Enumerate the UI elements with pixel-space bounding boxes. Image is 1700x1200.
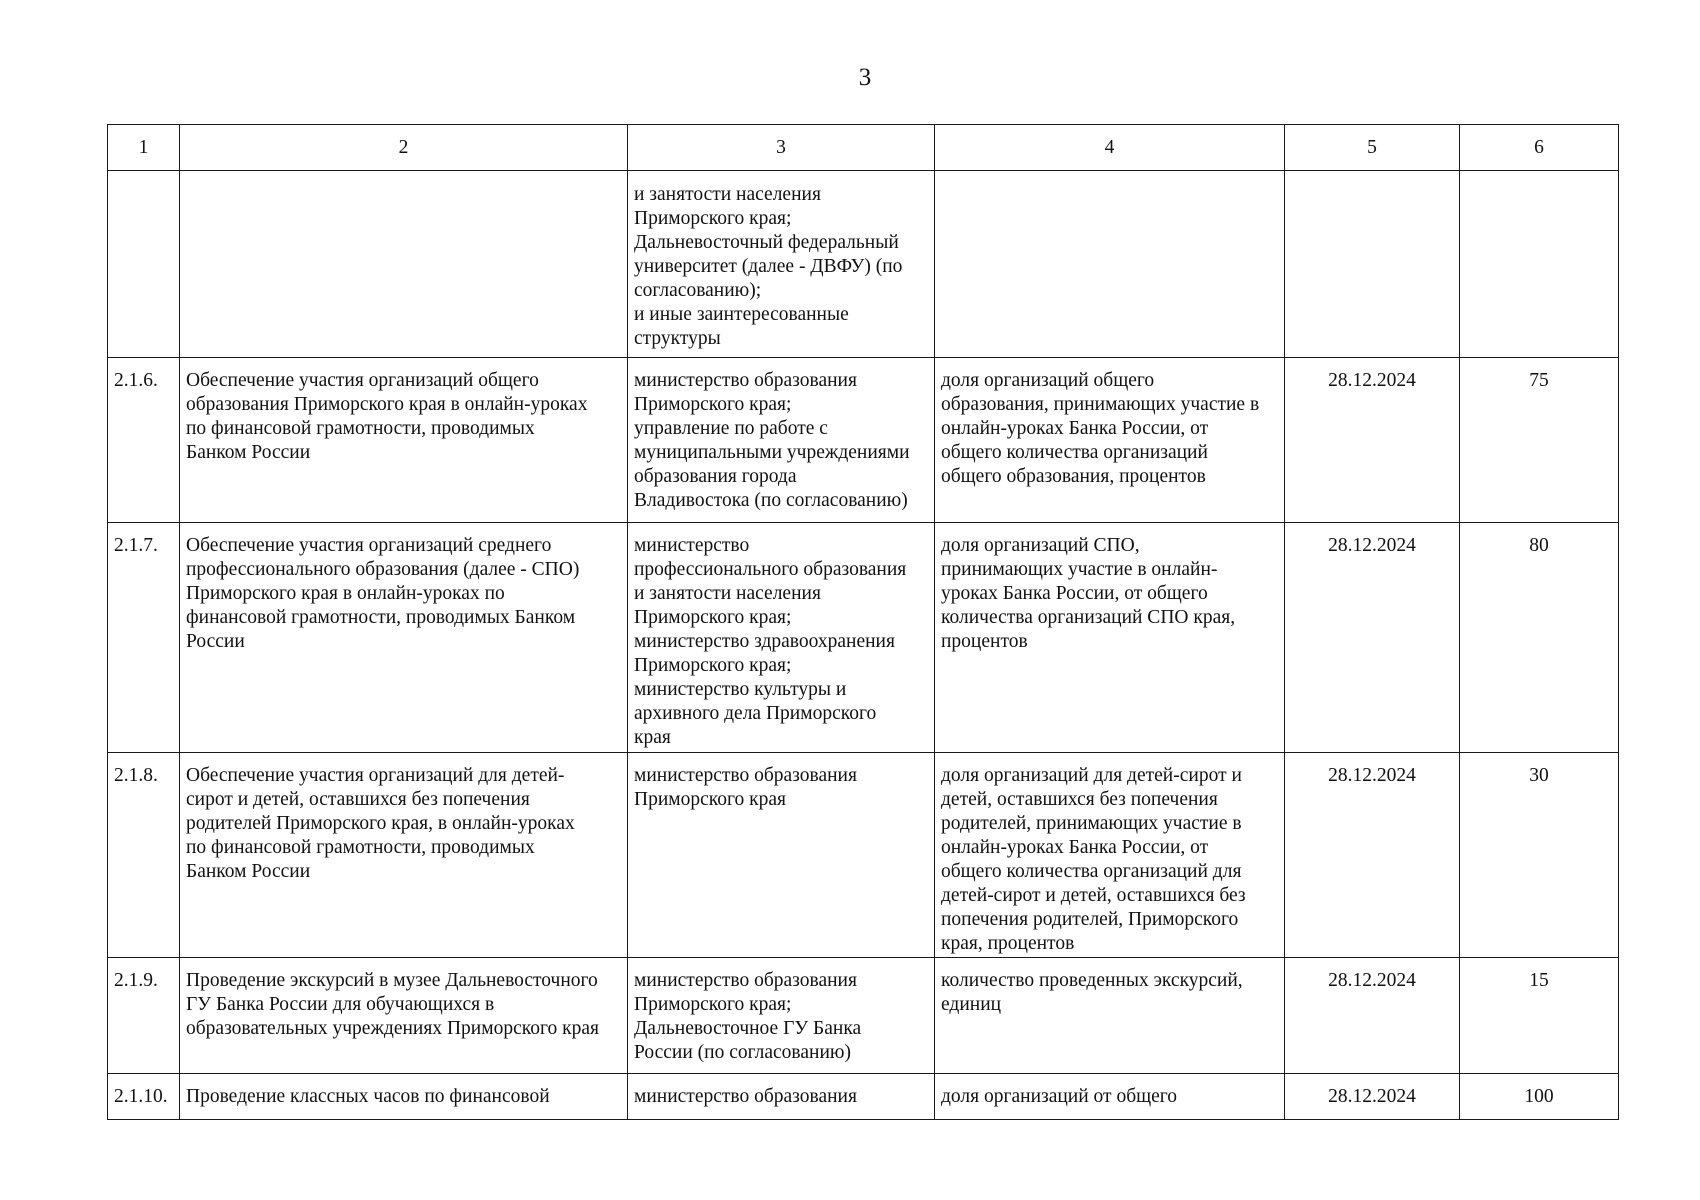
- deadline-cell: 28.12.2024: [1285, 523, 1460, 753]
- executors-cell: министерство профессионального образования и занятости населения Приморского края; министерство здравоохранения Приморского края; министерство культуры и архивного дела Приморского края: [628, 523, 935, 753]
- executors-cell: и занятости населения Приморского края; Дальневосточный федеральный университет (далее - ДВФУ) (по согласованию); и иные заинтересованные структуры: [628, 171, 935, 358]
- executors-cell: министерство образования: [628, 1074, 935, 1120]
- indicator-cell: количество проведенных экскурсий, единиц: [935, 958, 1285, 1074]
- item-number-cell: 2.1.6.: [108, 358, 180, 523]
- indicator-cell: доля организаций СПО, принимающих участие в онлайн- уроках Банка России, от общего количества организаций СПО края, процентов: [935, 523, 1285, 753]
- value-cell: [1460, 171, 1619, 358]
- table-row: [108, 523, 1619, 753]
- value-cell: 100: [1460, 1074, 1619, 1120]
- table-row: [108, 1074, 1619, 1120]
- executors-cell: министерство образования Приморского края: [628, 753, 935, 958]
- item-number-cell: 2.1.10.: [108, 1074, 180, 1120]
- event-cell: Обеспечение участия организаций для детей- сирот и детей, оставшихся без попечения родителей Приморского края, в онлайн-уроках по финансовой грамотности, проводимых Банком России: [180, 753, 628, 958]
- deadline-cell: 28.12.2024: [1285, 958, 1460, 1074]
- indicator-cell: доля организаций общего образования, принимающих участие в онлайн-уроках Банка России, от общего количества организаций общего образования, процентов: [935, 358, 1285, 523]
- header-cell-6: 6: [1460, 125, 1619, 171]
- deadline-cell: 28.12.2024: [1285, 1074, 1460, 1120]
- executors-cell: министерство образования Приморского края; управление по работе с муниципальными учреждениями образования города Владивостока (по согласованию): [628, 358, 935, 523]
- page-number: 3: [858, 64, 872, 91]
- indicator-cell: доля организаций для детей-сирот и детей, оставшихся без попечения родителей, принимающих участие в онлайн-уроках Банка России, от общего количества организаций для детей-сирот и детей, оставшихся без попечения родителей, Приморского края, процентов: [935, 753, 1285, 958]
- header-cell-5: 5: [1285, 125, 1460, 171]
- indicator-cell: [935, 171, 1285, 358]
- event-cell: Обеспечение участия организаций общего образования Приморского края в онлайн-уроках по финансовой грамотности, проводимых Банком России: [180, 358, 628, 523]
- value-cell: 30: [1460, 753, 1619, 958]
- item-number-cell: [108, 171, 180, 358]
- value-cell: 15: [1460, 958, 1619, 1074]
- table-row: [108, 171, 1619, 358]
- deadline-cell: [1285, 171, 1460, 358]
- deadline-cell: 28.12.2024: [1285, 753, 1460, 958]
- header-cell-4: 4: [935, 125, 1285, 171]
- header-cell-1: 1: [108, 125, 180, 171]
- event-cell: Проведение экскурсий в музее Дальневосточного ГУ Банка России для обучающихся в образовательных учреждениях Приморского края: [180, 958, 628, 1074]
- event-cell: [180, 171, 628, 358]
- item-number-cell: 2.1.9.: [108, 958, 180, 1074]
- item-number-cell: 2.1.7.: [108, 523, 180, 753]
- table-row: [108, 358, 1619, 523]
- deadline-cell: 28.12.2024: [1285, 358, 1460, 523]
- item-number-cell: 2.1.8.: [108, 753, 180, 958]
- header-cell-2: 2: [180, 125, 628, 171]
- header-row: [108, 125, 1619, 171]
- executors-cell: министерство образования Приморского края; Дальневосточное ГУ Банка России (по согласованию): [628, 958, 935, 1074]
- table-row: [108, 958, 1619, 1074]
- value-cell: 80: [1460, 523, 1619, 753]
- event-cell: Проведение классных часов по финансовой: [180, 1074, 628, 1120]
- table-row: [108, 753, 1619, 958]
- plan-table: [107, 124, 1619, 1120]
- header-cell-3: 3: [628, 125, 935, 171]
- indicator-cell: доля организаций от общего: [935, 1074, 1285, 1120]
- event-cell: Обеспечение участия организаций среднего профессионального образования (далее - СПО) Приморского края в онлайн-уроках по финансовой грамотности, проводимых Банком России: [180, 523, 628, 753]
- value-cell: 75: [1460, 358, 1619, 523]
